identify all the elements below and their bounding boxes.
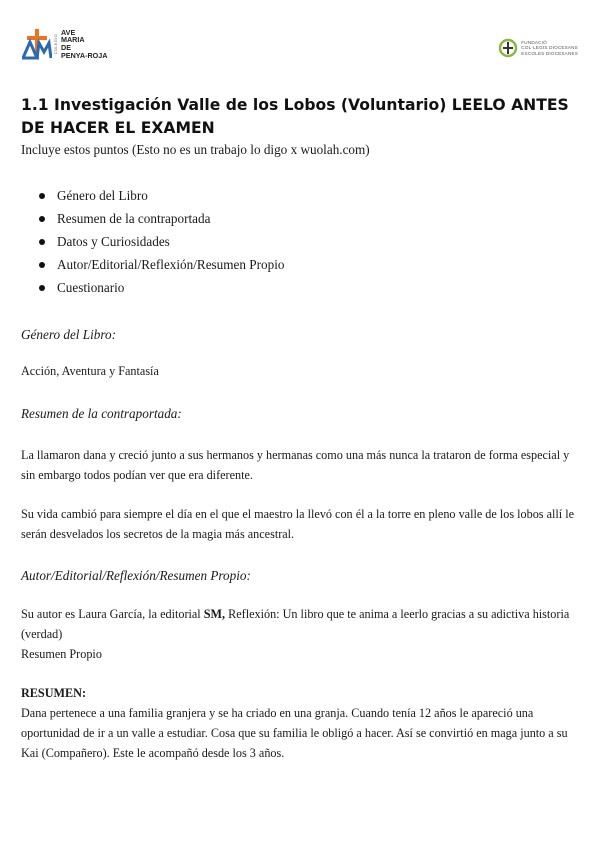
- logo-school-name: [61, 29, 107, 59]
- list-item: [39, 276, 581, 299]
- contraportada-heading: Resumen de la contraportada:: [21, 406, 182, 421]
- resumen-propio-label: Resumen Propio: [21, 647, 102, 661]
- logo-line: DE: [61, 43, 71, 52]
- genero-text: Acción, Aventura y Fantasía: [21, 364, 159, 378]
- document-subtitle: Incluye estos puntos (Esto no es un trabajo lo digo x wuolah.com): [21, 142, 370, 157]
- logo-line: AVE: [61, 27, 76, 37]
- bullet-icon: [39, 262, 45, 268]
- contraportada-paragraph-2: Su vida cambió para siempre el día en el que el maestro la llevó con él a la torre en pleno valle de los lobos allí le serán desvelados los secretos de la magia más ancestral.: [21, 507, 574, 541]
- ave-maria-logo: [22, 28, 107, 60]
- autor-text-2: Reflexión: Un libro que te anima a leerlo gracias a su adictiva historia (verdad): [21, 607, 570, 641]
- logo-line: COL·LEGIS DIOCESANS: [521, 45, 578, 51]
- fundacio-name: [521, 40, 578, 56]
- logo-line: FUNDACIÓ: [521, 39, 547, 45]
- document-body: [21, 94, 581, 763]
- logo-line: ESCOLES DIOCESANES: [521, 50, 578, 56]
- autor-text-1: Su autor es Laura García, la editorial: [21, 607, 204, 621]
- list-item-text: Cuestionario: [57, 280, 125, 295]
- resumen-label: [21, 683, 581, 703]
- bullet-icon: [39, 239, 45, 245]
- list-item-text: Autor/Editorial/Reflexión/Resumen Propio: [57, 257, 285, 272]
- list-item-text: Resumen de la contraportada: [57, 211, 211, 226]
- resumen-text: Dana pertenece a una familia granjera y se ha criado en una granja. Cuando tenía 12 años le apareció una oportunidad de ir a un valle a estudiar. Cosa que su familia le obligó a hacer. Así se convirtió en maga junto a su Kai (Compañero). Este le acompañó desde los 3 años.: [21, 706, 568, 760]
- list-item-text: Datos y Curiosidades: [57, 234, 170, 249]
- list-item: [39, 230, 581, 253]
- editorial-name: SM,: [203, 607, 226, 621]
- logo-line: PENYA-ROJA: [61, 50, 108, 60]
- points-list: [39, 184, 581, 299]
- am-emblem-icon: [22, 28, 52, 60]
- logo-side-text: COLEGIO: [53, 33, 58, 55]
- contraportada-paragraph-1: La llamaron dana y creció junto a sus hermanos y hermanas como una más nunca la trataron de forma especial y sin embargo todos podían ver que era diferente.: [21, 448, 570, 482]
- list-item-text: Género del Libro: [57, 188, 148, 203]
- bullet-icon: [39, 216, 45, 222]
- document-title: 1.1 Investigación Valle de los Lobos (Voluntario) LEELO ANTES DE HACER EL EXAMEN: [21, 96, 569, 137]
- page-header: [0, 28, 600, 68]
- list-item: [39, 207, 581, 230]
- bullet-icon: [39, 193, 45, 199]
- resumen-label-text: RESUMEN:: [21, 686, 87, 700]
- list-item: [39, 253, 581, 276]
- list-item: [39, 184, 581, 207]
- genero-heading: Género del Libro:: [21, 327, 116, 342]
- fundacio-emblem-icon: [498, 38, 518, 58]
- fundacio-logo: [498, 38, 578, 58]
- bullet-icon: [39, 285, 45, 291]
- autor-heading: Autor/Editorial/Reflexión/Resumen Propio:: [21, 568, 251, 583]
- autor-paragraph: [21, 604, 581, 644]
- logo-line: MARIA: [61, 35, 85, 45]
